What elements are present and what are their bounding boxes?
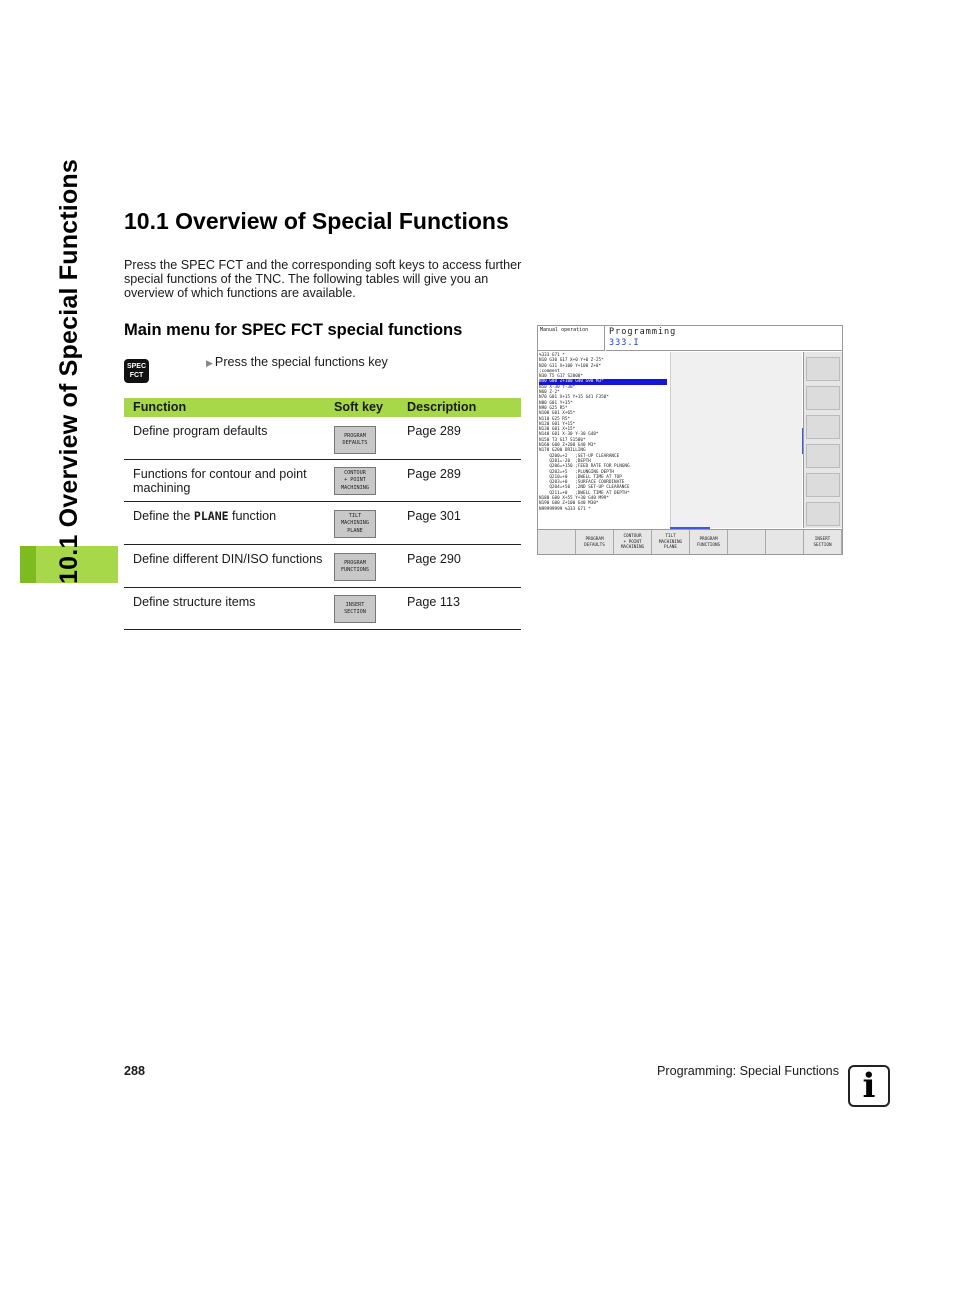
softkey-label: + POINT [344,477,366,484]
row-function-code: PLANE [193,509,229,523]
highlighted-program-line: N40 G00 Z+100 G40 G90 M3* [539,379,667,384]
program-line[interactable]: Q201=-20 ;DEPTH [539,458,591,464]
softkey-label: FUNCTIONS [340,567,370,573]
table-row [124,545,521,588]
screen-softkey-label: PROGRAM [699,536,718,542]
program-line[interactable]: N120 G01 Y+15* [539,421,576,427]
screen-softkey[interactable] [804,530,842,555]
spec-fct-key-icon [124,359,149,383]
program-line[interactable]: N60 Z-2* [539,390,560,396]
softkey-row [538,529,842,555]
program-line[interactable]: ;comment [539,368,560,374]
screen-softkey[interactable] [766,530,804,555]
screen-title [606,326,842,351]
section-heading: Main menu for SPEC FCT special functions [124,321,463,339]
row-page-ref: Page 289 [407,467,461,481]
functions-table [124,398,521,630]
softkey-label: CONTOUR [344,470,366,477]
page-number: 288 [124,1064,146,1078]
screen-softkey[interactable] [576,530,614,555]
screen-softkey-label: TILT [665,533,676,539]
screen-softkey[interactable] [652,530,690,555]
table-row [124,588,521,630]
softkey-label: INSERT [345,601,365,608]
row-function-text: Define the [133,509,194,523]
program-line[interactable]: N99999999 %333 G71 * [539,506,591,512]
side-tab-marker [20,546,36,583]
footer-chapter: Programming: Special Functions [657,1064,839,1078]
row-page-ref: Page 301 [407,509,461,523]
row-function [133,509,323,523]
program-line[interactable]: Q204=+50 ;2ND SET-UP CLEARANCE [539,485,630,491]
softkey-label: TILT [348,513,362,520]
program-line[interactable]: N70 G01 X+15 Y+15 G41 F350* [539,395,609,401]
vertical-softkey[interactable] [806,415,840,439]
table-header [124,398,521,417]
intro-paragraph: Press the SPEC FCT and the corresponding soft keys to access further special functions of the TNC. The following tables will give you an overview of which functions are available. [124,258,522,300]
program-line[interactable]: Q211=+0 ;DWELL TIME AT DEPTH* [539,490,630,496]
row-function: Define different DIN/ISO functions [133,552,323,566]
arrow-right-icon: ▶ [206,358,213,368]
program-line[interactable]: N20 G31 X+100 Y+100 Z+0* [539,363,602,369]
screen-softkey-label: + POINT [623,539,642,545]
program-line[interactable]: Q206=+150 ;FEED RATE FOR PLNGNG [539,464,630,470]
program-line[interactable]: N170 G200 DRILLING [539,448,586,454]
screen-softkey[interactable] [538,530,576,555]
softkey-program-defaults[interactable] [334,426,376,454]
program-line[interactable]: %333 G71 * [539,353,565,358]
graphic-window [670,352,802,528]
softkey-tilt-machining-plane[interactable] [334,510,376,538]
screen-softkey-label: MACHINING [620,545,645,551]
screen-softkey[interactable] [690,530,728,555]
spec-fct-key-line1: SPEC [126,363,147,370]
row-function: Define program defaults [133,424,268,438]
vertical-softkey[interactable] [806,444,840,468]
screen-softkey[interactable] [728,530,766,555]
program-line[interactable]: N80 G01 Y+35* [539,400,573,406]
row-page-ref: Page 289 [407,424,461,438]
softkey-label: SECTION [344,609,366,615]
side-tab-title: 10.1 Overview of Special Functions [55,158,83,584]
screen-softkey-label: FUNCTIONS [696,542,721,548]
screen-softkey-label: DEFAULTS [584,542,605,548]
screen-title-text: Programming [609,327,677,337]
softkey-label: PLANE [347,527,363,534]
row-function: Define structure items [133,595,256,609]
program-line[interactable]: N160 G00 Z+200 G40 M3* [539,443,596,449]
row-page-ref: Page 113 [407,595,460,609]
softkey-label: PROGRAM [344,559,366,566]
screen-softkey-label: INSERT [814,536,831,542]
screen-filename: 333.I [609,338,640,348]
program-line[interactable]: N130 G01 X+15* [539,427,576,433]
softkey-label: MACHINING [340,520,370,527]
program-line[interactable]: N150 T3 G17 S1500* [539,437,586,443]
screen-softkey-label: MACHINING [658,539,683,545]
program-line[interactable] [539,379,669,384]
softkey-contour-point-machining[interactable] [334,467,376,495]
screen-mode-label: Manual operation [538,326,605,351]
program-line[interactable]: N180 G00 X+55 Y+30 G40 M99* [539,496,609,502]
program-line[interactable]: N100 G01 X+65* [539,411,576,417]
row-function: Functions for contour and point machining [133,467,307,495]
header-description: Description [407,400,477,414]
softkey-label: MACHINING [340,484,370,491]
header-softkey: Soft key [334,400,383,414]
softkey-program-functions[interactable] [334,553,376,581]
table-row [124,502,521,545]
vertical-softkey[interactable] [806,502,840,526]
program-line[interactable]: Q203=+0 ;SURFACE COORDINATE [539,480,625,486]
table-row [124,417,521,460]
vertical-softkey[interactable] [806,473,840,497]
screen-softkey-label: PLANE [664,545,677,551]
softkey-label: DEFAULTS [342,440,368,446]
table-row [124,460,521,502]
screen-softkey[interactable] [614,530,652,555]
program-line[interactable]: Q210=+0 ;DWELL TIME AT TOP [539,474,622,480]
program-line[interactable]: N140 G01 X-30 Y-30 G40* [539,432,599,438]
tnc-screenshot [537,325,843,555]
info-icon: i [848,1065,890,1107]
screen-softkey-label: SECTION [813,542,832,548]
spec-fct-key-line2: FCT [129,372,144,379]
header-function: Function [133,400,187,414]
screen-softkey-label: CONTOUR [623,533,642,539]
vertical-softkey-bar [803,352,842,528]
softkey-insert-section[interactable] [334,595,376,623]
program-line[interactable]: Q200=+2 ;SET-UP CLEARANCE [539,453,620,459]
row-page-ref: Page 290 [407,552,461,566]
program-line[interactable]: N190 G00 Z+100 G40 M30* [539,501,599,507]
key-instruction [206,355,388,369]
vertical-softkey[interactable] [806,386,840,410]
softkey-label: PROGRAM [344,432,366,439]
row-function-text: function [228,509,277,523]
program-line[interactable]: N10 G30 G17 X+0 Y+0 Z-25* [539,358,604,364]
program-line[interactable]: N30 T5 G17 S2000* [539,374,583,380]
screen-softkey-label: PROGRAM [585,536,604,542]
program-listing [539,353,669,512]
program-line[interactable]: N90 G25 R5* [539,405,568,411]
program-line[interactable]: N50 X-30 Y-30* [539,384,576,390]
key-instruction-text: Press the special functions key [214,355,388,369]
vertical-softkey[interactable] [806,357,840,381]
program-line[interactable]: N110 G25 R5* [539,416,571,422]
page-title: 10.1 Overview of Special Functions [124,208,509,234]
program-line[interactable]: Q202=+5 ;PLUNGING DEPTH [539,469,615,475]
